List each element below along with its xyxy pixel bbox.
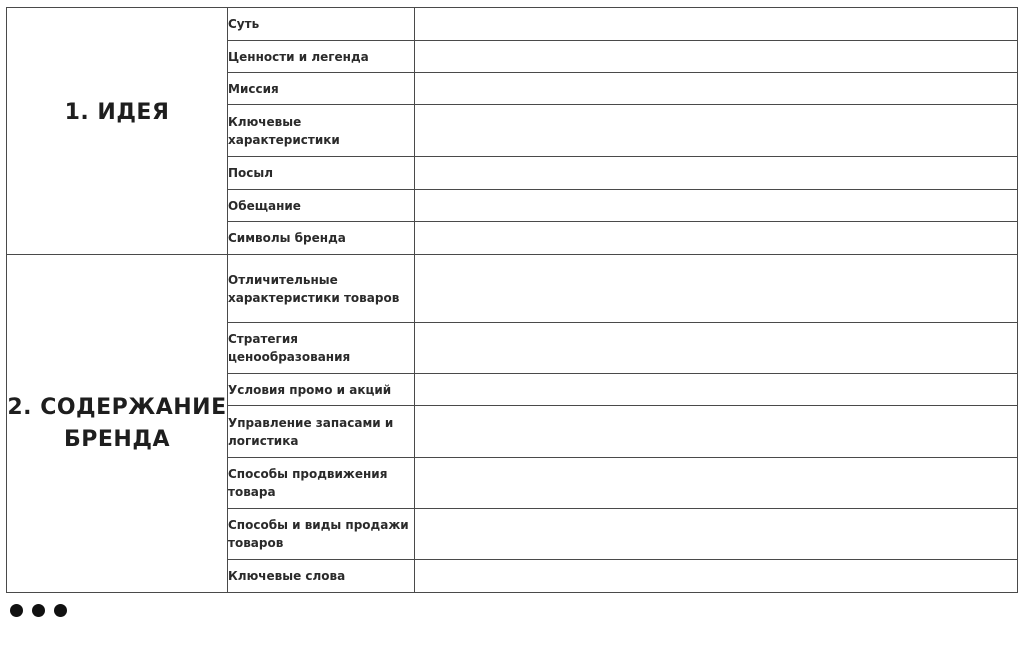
row-value-field[interactable] xyxy=(415,458,1018,509)
row-label: Способы продвижения товара xyxy=(228,458,415,509)
continuation-dots-icon xyxy=(10,604,67,618)
row-label: Способы и виды продажи товаров xyxy=(228,509,415,560)
section-title: 1. ИДЕЯ xyxy=(64,100,170,125)
row-value-field[interactable] xyxy=(415,8,1018,41)
row-label: Ключевые характеристики xyxy=(228,105,415,157)
row-value-field[interactable] xyxy=(415,406,1018,458)
row-value-field[interactable] xyxy=(415,105,1018,157)
row-value-field[interactable] xyxy=(415,157,1018,190)
table-row xyxy=(7,255,1018,323)
row-label: Ключевые слова xyxy=(228,560,415,593)
dot-icon xyxy=(10,604,23,617)
row-value-field[interactable] xyxy=(415,560,1018,593)
row-label: Миссия xyxy=(228,73,415,105)
table-row xyxy=(7,8,1018,41)
row-label: Посыл xyxy=(228,157,415,190)
row-value-field[interactable] xyxy=(415,41,1018,73)
row-label: Стратегия ценообразования xyxy=(228,323,415,374)
section-title: 2. СОДЕРЖАНИЕ БРЕНДА xyxy=(7,394,227,452)
row-label: Символы бренда xyxy=(228,222,415,255)
row-label: Обещание xyxy=(228,190,415,222)
row-value-field[interactable] xyxy=(415,255,1018,323)
row-label: Условия промо и акций xyxy=(228,374,415,406)
section-title-cell xyxy=(7,8,228,255)
row-value-field[interactable] xyxy=(415,374,1018,406)
row-value-field[interactable] xyxy=(415,509,1018,560)
row-label: Суть xyxy=(228,8,415,41)
row-label: Отличительные характеристики товаров xyxy=(228,255,415,323)
row-value-field[interactable] xyxy=(415,190,1018,222)
dot-icon xyxy=(32,604,45,617)
section-title-cell xyxy=(7,255,228,593)
row-value-field[interactable] xyxy=(415,323,1018,374)
brand-platform-table xyxy=(6,7,1018,593)
row-label: Ценности и легенда xyxy=(228,41,415,73)
row-value-field[interactable] xyxy=(415,73,1018,105)
row-label: Управление запасами и логистика xyxy=(228,406,415,458)
dot-icon xyxy=(54,604,67,617)
row-value-field[interactable] xyxy=(415,222,1018,255)
